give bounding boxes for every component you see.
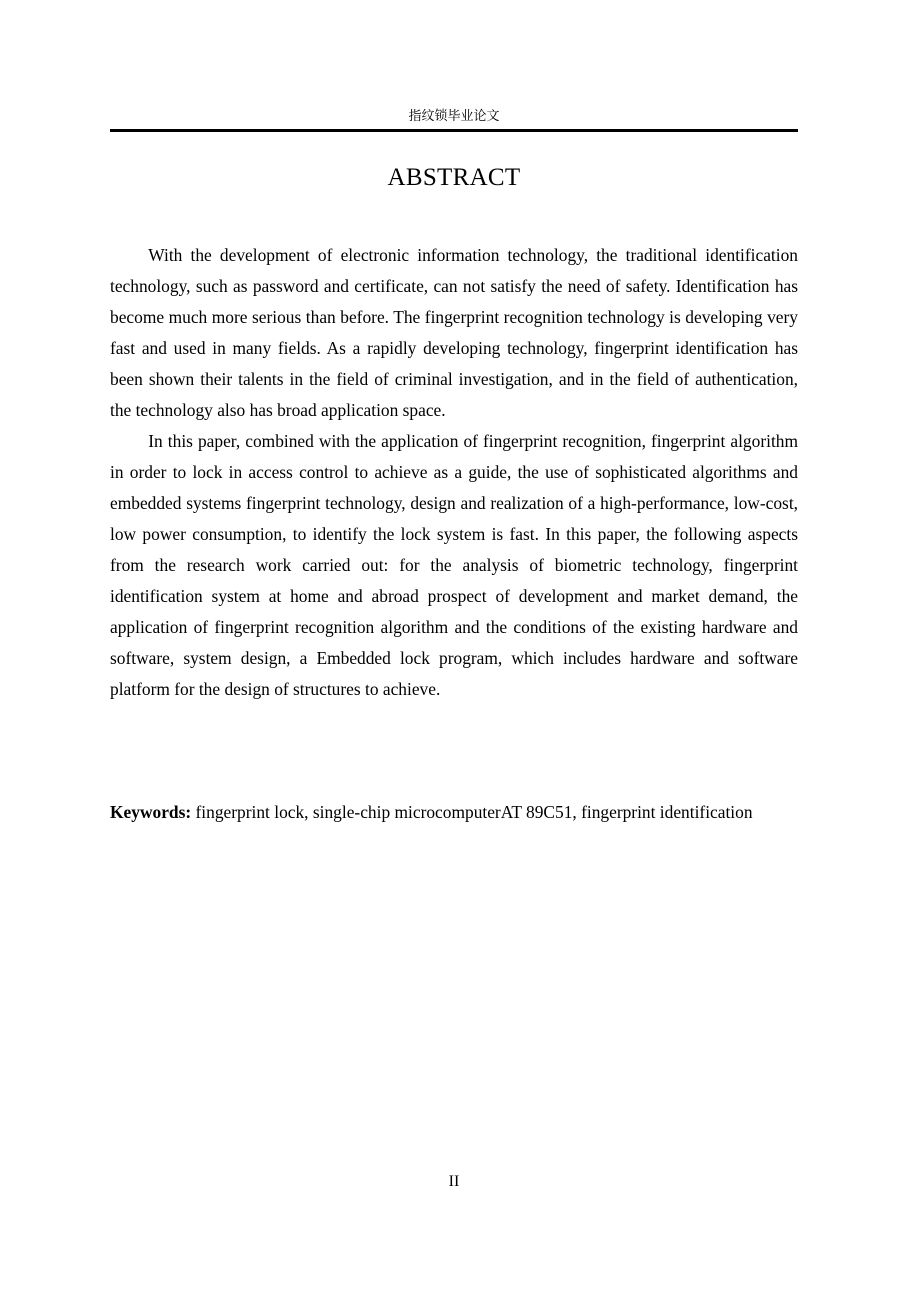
running-header: 指纹锁毕业论文 xyxy=(408,109,500,124)
keywords-line xyxy=(110,797,810,828)
abstract-paragraph-2: In this paper, combined with the application of fingerprint recognition, fingerprint algorithm in order to lock in access control to achieve as a guide, the use of sophisticated algorithms and embedded systems fingerprint technology, design and realization of a high-performance, low-cost, low power consumption, to identify the lock system is fast. In this paper, the following aspects from the research work carried out: for the analysis of biometric technology, fingerprint identification system at home and abroad prospect of development and market demand, the application of fingerprint recognition algorithm and the conditions of the existing hardware and software, system design, a Embedded lock program, which includes hardware and software platform for the design of structures to achieve. xyxy=(110,431,798,699)
keywords-label: Keywords: xyxy=(110,802,192,822)
abstract-body xyxy=(110,240,798,705)
keywords-text: fingerprint lock, single-chip microcomputerAT 89C51, fingerprint identification xyxy=(195,802,753,822)
abstract-paragraph-1: With the development of electronic information technology, the traditional identification technology, such as password and certificate, can not satisfy the need of safety. Identification has become much more serious than before. The fingerprint recognition technology is developing very fast and used in many fields. As a rapidly developing technology, fingerprint identification has been shown their talents in the field of criminal investigation, and in the field of authentication, the technology also has broad application space. xyxy=(110,245,798,420)
page-number: II xyxy=(448,1173,460,1190)
abstract-title: ABSTRACT xyxy=(387,164,521,191)
header-rule xyxy=(110,129,798,132)
